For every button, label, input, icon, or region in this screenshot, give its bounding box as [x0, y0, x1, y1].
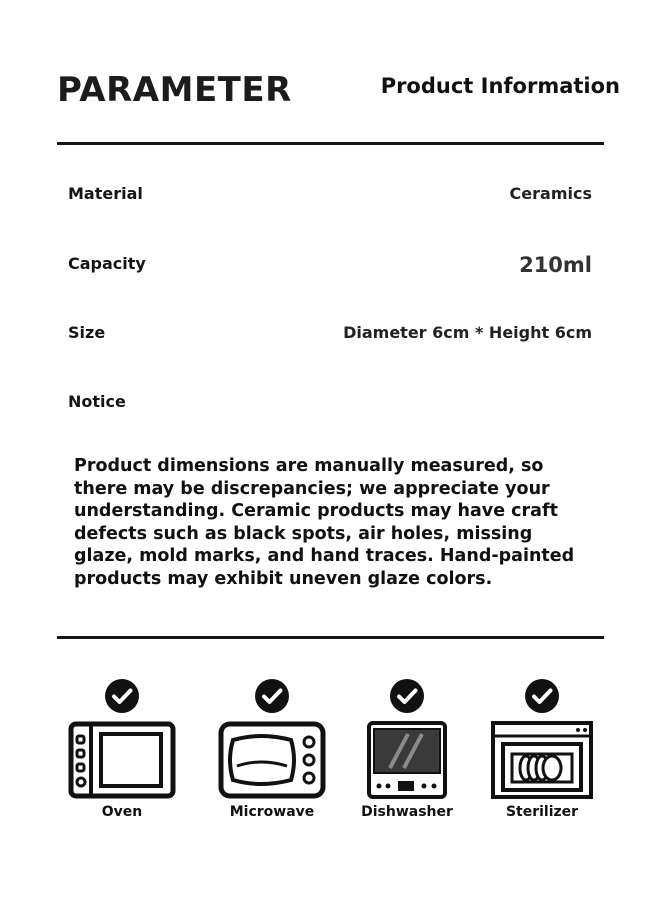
dishwasher-icon [366, 720, 448, 800]
compat-label-microwave: Microwave [229, 804, 315, 820]
microwave-icon [217, 720, 327, 800]
spec-label-material: Material [68, 184, 143, 203]
check-icon [104, 678, 140, 714]
compat-item-sterilizer [482, 678, 602, 820]
spec-label-size: Size [68, 323, 106, 342]
compat-label-oven: Oven [101, 804, 143, 820]
check-icon [524, 678, 560, 714]
check-icon [254, 678, 290, 714]
spec-value-material: Ceramics [509, 184, 592, 203]
spec-value-capacity: 210ml [519, 253, 592, 277]
spec-label-notice: Notice [68, 392, 126, 411]
page-title: PARAMETER [57, 70, 292, 110]
sterilizer-icon [490, 720, 594, 800]
compat-label-sterilizer: Sterilizer [505, 804, 579, 820]
oven-icon [67, 720, 177, 800]
spec-label-capacity: Capacity [68, 254, 146, 273]
compat-item-dishwasher [347, 678, 467, 820]
check-icon [389, 678, 425, 714]
notice-text: Product dimensions are manually measured, so there may be discrepancies; we appreciate your understanding. Ceramic products may have craft defects such as black spots, air holes, missing glaze, mold marks, and hand traces. Hand-painted products may exhibit uneven glaze colors. [74, 456, 575, 589]
compat-item-oven [62, 678, 182, 820]
bottom-divider [57, 636, 604, 639]
page-subtitle: Product Information [380, 74, 620, 98]
compat-item-microwave [212, 678, 332, 820]
spec-value-size: Diameter 6cm * Height 6cm [343, 323, 592, 342]
compat-label-dishwasher: Dishwasher [361, 804, 453, 820]
top-divider [57, 142, 604, 145]
